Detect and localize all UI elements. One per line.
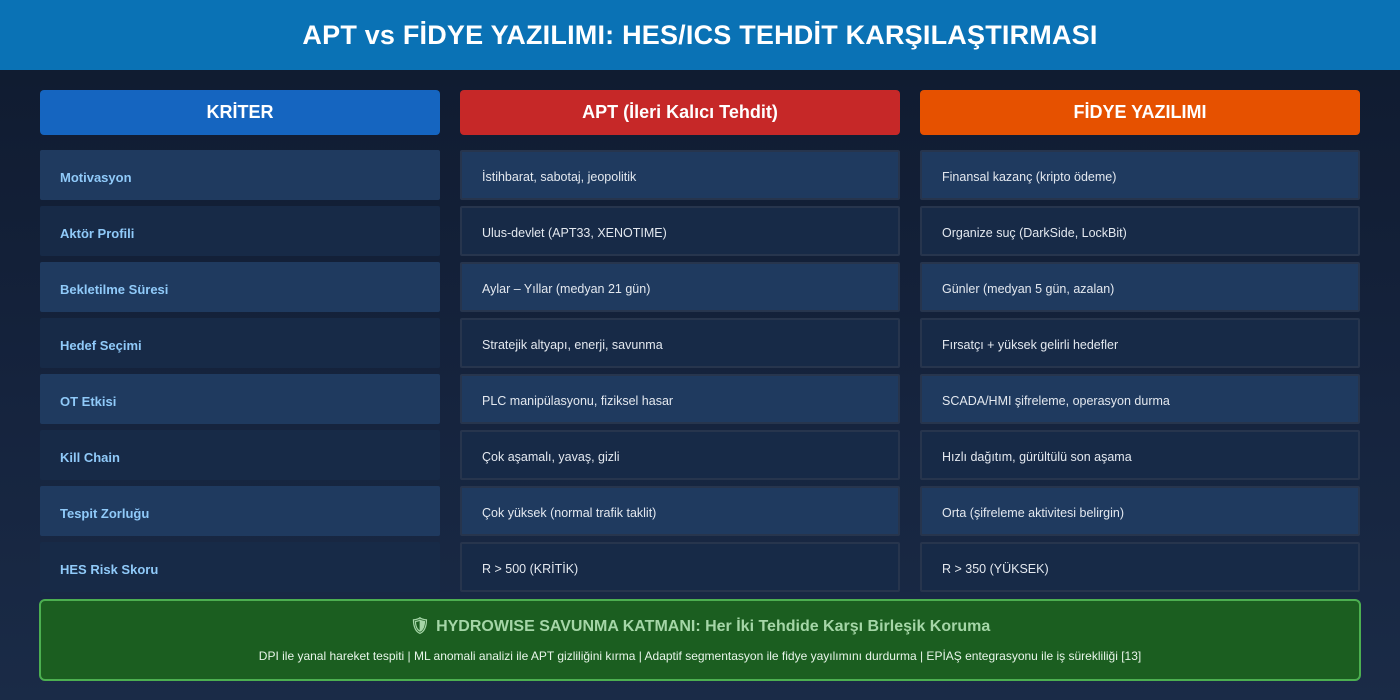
ransomware-cell: SCADA/HMI şifreleme, operasyon durma: [920, 374, 1360, 424]
criteria-cell: Hedef Seçimi: [40, 318, 440, 368]
ransomware-cell: Hızlı dağıtım, gürültülü son aşama: [920, 430, 1360, 480]
apt-cell: İstihbarat, sabotaj, jeopolitik: [460, 150, 900, 200]
criteria-cell: Bekletilme Süresi: [40, 262, 440, 312]
criteria-cell: OT Etkisi: [40, 374, 440, 424]
page-title: APT vs FİDYE YAZILIMI: HES/ICS TEHDİT KARŞILAŞTIRMASI: [302, 19, 1098, 50]
ransomware-cell: R > 350 (YÜKSEK): [920, 542, 1360, 592]
apt-cell: Ulus-devlet (APT33, XENOTIME): [460, 206, 900, 256]
criteria-cell: Kill Chain: [40, 430, 440, 480]
defense-layer-banner: [39, 599, 1361, 681]
ransomware-cell: Finansal kazanç (kripto ödeme): [920, 150, 1360, 200]
page-header: [0, 0, 1400, 70]
apt-cell: Çok aşamalı, yavaş, gizli: [460, 430, 900, 480]
criteria-column: [40, 90, 440, 598]
column-header-ransomware: FİDYE YAZILIMI: [920, 90, 1360, 135]
criteria-cell: Tespit Zorluğu: [40, 486, 440, 536]
shield-icon: 🛡: [409, 618, 431, 635]
ransomware-cell: Fırsatçı + yüksek gelirli hedefler: [920, 318, 1360, 368]
defense-layer-title-row: [41, 616, 1359, 636]
defense-layer-description: DPI ile yanal hareket tespiti | ML anomali analizi ile APT gizliliğini kırma | Adaptif segmentasyon ile fidye yayılımını durdurma | EPİAŞ entegrasyonu ile iş sürekliliği [13]: [258, 649, 1142, 663]
ransomware-cell: Günler (medyan 5 gün, azalan): [920, 262, 1360, 312]
ransomware-column: [920, 90, 1360, 598]
apt-cell: Stratejik altyapı, enerji, savunma: [460, 318, 900, 368]
column-header-apt: APT (İleri Kalıcı Tehdit): [460, 90, 900, 135]
criteria-cell: Aktör Profili: [40, 206, 440, 256]
criteria-cell: Motivasyon: [40, 150, 440, 200]
ransomware-cell: Organize suç (DarkSide, LockBit): [920, 206, 1360, 256]
apt-cell: Aylar – Yıllar (medyan 21 gün): [460, 262, 900, 312]
defense-layer-title: HYDROWISE SAVUNMA KATMANI: Her İki Tehdide Karşı Birleşik Koruma: [436, 618, 991, 635]
column-header-criteria: KRİTER: [40, 90, 440, 135]
ransomware-cell: Orta (şifreleme aktivitesi belirgin): [920, 486, 1360, 536]
apt-cell: Çok yüksek (normal trafik taklit): [460, 486, 900, 536]
apt-cell: R > 500 (KRİTİK): [460, 542, 900, 592]
apt-column: [460, 90, 900, 598]
apt-cell: PLC manipülasyonu, fiziksel hasar: [460, 374, 900, 424]
criteria-cell: HES Risk Skoru: [40, 542, 440, 592]
